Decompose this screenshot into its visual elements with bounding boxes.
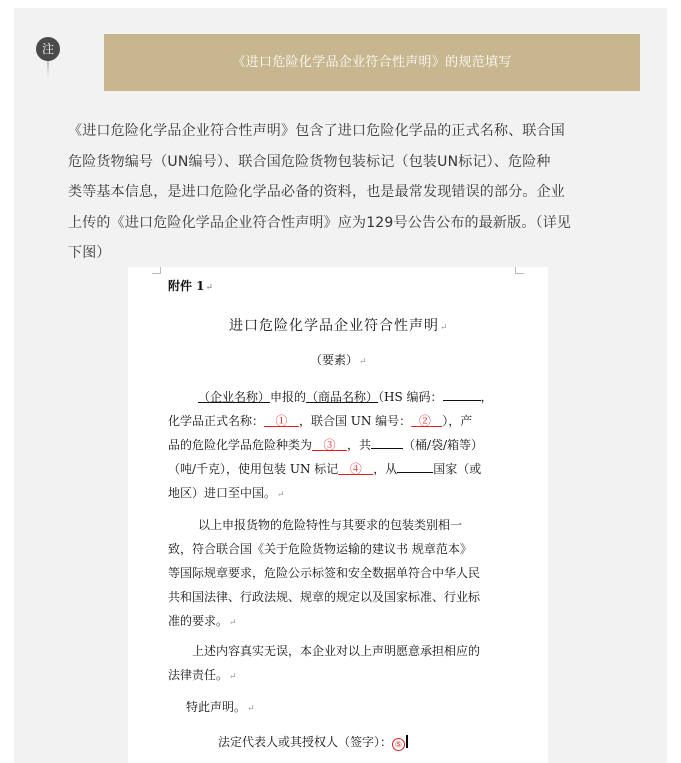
field-marker-1: ① — [275, 414, 288, 428]
section-title-banner: 《进口危险化学品企业符合性声明》的规范填写 — [104, 34, 640, 91]
note-badge: 注 — [36, 37, 60, 61]
country-blank — [397, 461, 433, 473]
body-line: 上述内容真实无误，本企业对以上声明愿意承担相应的 — [192, 644, 481, 658]
intro-paragraph — [68, 116, 628, 269]
body-line: 准的要求。↵ — [168, 614, 237, 628]
page-corner-mark — [515, 267, 524, 274]
page-corner-mark — [152, 267, 161, 274]
body-line: 共和国法律、行政法规、规章的规定以及国家标准、行业标 — [168, 590, 481, 604]
intro-line: 上传的《进口危险化学品企业符合性声明》应为129号公告公布的最新版。（详见 — [68, 214, 572, 231]
hs-code-blank — [443, 389, 481, 401]
quantity-blank — [371, 437, 403, 449]
signature-line: 法定代表人或其授权人（签字）： ⑤ — [218, 733, 408, 751]
intro-line: 危险货物编号（UN编号）、联合国危险货物包装标记（包装UN标记）、危险种 — [68, 153, 551, 170]
form-line: 品的危险化学品危险种类为 ③ ，共 （桶/袋/箱等） — [168, 438, 484, 452]
form-line: 地区）进口至中国。↵ — [168, 486, 285, 500]
form-line: （企业名称）申报的（商品名称）（HS 编码： ， — [198, 390, 493, 404]
form-line: （吨/千克），使用包装 UN 标记 ④ ，从 国家（或 — [168, 462, 482, 476]
field-marker-5: ⑤ — [392, 738, 405, 751]
declaration-document-image — [128, 267, 548, 763]
form-line: 化学品正式名称： ① ，联合国 UN 编号： ② ），产 — [168, 414, 473, 428]
intro-line: 类等基本信息，是进口危险化学品必备的资料，也是最常发现错误的部分。企业 — [68, 184, 565, 200]
field-marker-4: ④ — [349, 462, 362, 476]
intro-line: 下图） — [68, 245, 111, 261]
field-marker-2: ② — [418, 414, 431, 428]
intro-line: 《进口危险化学品企业符合性声明》包含了进口危险化学品的正式名称、联合国 — [68, 123, 565, 139]
body-line: 等国际规章要求，危险公示标签和安全数据单符合中华人民 — [168, 566, 481, 580]
closing-line: 特此声明。↵ — [186, 700, 255, 714]
text-cursor — [406, 735, 408, 748]
note-badge-tail — [47, 61, 49, 77]
body-line: 法律责任。↵ — [168, 668, 237, 682]
document-subtitle: （要素）↵ — [310, 353, 367, 367]
field-marker-3: ③ — [323, 438, 336, 452]
document-title: 进口危险化学品企业符合性声明↵ — [229, 318, 449, 334]
attachment-label: 附件 1↵ — [168, 279, 214, 293]
body-line: 以上申报货物的危险特性与其要求的包装类别相一 — [198, 518, 463, 532]
body-line: 致，符合联合国《关于危险货物运输的建议书 规章范本》 — [168, 542, 472, 556]
